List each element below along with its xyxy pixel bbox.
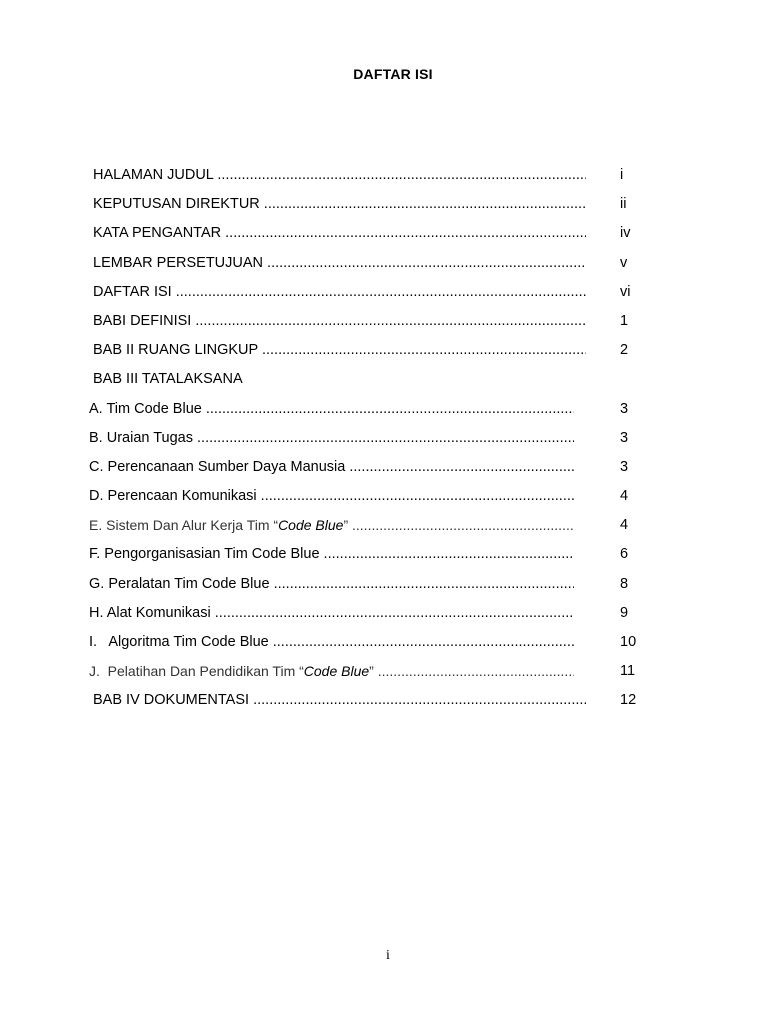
toc-entry-label: DAFTAR ISI ..... — [93, 283, 586, 301]
toc-entry-bab-iii-tatalaksana — [0, 370, 768, 399]
toc-entry-pengorganisasian — [0, 545, 768, 574]
toc-entry-bab-iv-dokumentasi — [0, 691, 768, 720]
toc-entry-label: BAB IV DOKUMENTASI ..... — [93, 691, 586, 709]
toc-entry-label: F. Pengorganisasian Tim Code Blue ..... — [89, 545, 574, 563]
toc-entry-daftar-isi — [0, 283, 768, 312]
toc-entry-label-suffix: ” — [343, 517, 349, 534]
toc-entry-alat-komunikasi — [0, 604, 768, 633]
page-number: i — [386, 948, 390, 963]
table-of-contents — [0, 166, 768, 721]
toc-entry-label: C. Perencanaan Sumber Daya Manusia ..... — [89, 458, 574, 476]
toc-entry-label: D. Perencaan Komunikasi ..... — [89, 487, 574, 505]
toc-entry-page: 8 — [620, 575, 629, 592]
toc-entry-page: 6 — [620, 546, 629, 563]
toc-entry-page: ii — [620, 196, 627, 213]
toc-entry-label: H. Alat Komunikasi ..... — [89, 604, 574, 622]
toc-entry-page: 3 — [620, 458, 629, 475]
page-title: DAFTAR ISI — [353, 66, 433, 82]
toc-entry-label: A. Tim Code Blue ..... — [89, 400, 574, 418]
toc-entry-label: HALAMAN JUDUL ..... — [93, 166, 586, 184]
toc-entry-page: 3 — [620, 400, 629, 417]
toc-entry-page: iv — [620, 225, 631, 242]
toc-entry-page: 11 — [620, 663, 636, 680]
toc-entry-label-suffix: ” — [369, 663, 374, 680]
toc-entry-halaman-judul — [0, 166, 768, 195]
toc-entry-label — [89, 516, 574, 534]
toc-entry-label: I. Algoritma Tim Code Blue ..... — [89, 633, 574, 651]
toc-entry-perencaan-komunikasi — [0, 487, 768, 516]
toc-entry-peralatan — [0, 575, 768, 604]
toc-entry-uraian-tugas — [0, 429, 768, 458]
toc-entry-page: 3 — [620, 429, 629, 446]
toc-entry-page: v — [620, 254, 628, 271]
toc-entry-label: KEPUTUSAN DIREKTUR ..... — [93, 195, 586, 213]
toc-entry-page: 2 — [620, 342, 629, 359]
toc-entry-algoritma — [0, 633, 768, 662]
toc-entry-page: 4 — [620, 517, 629, 534]
toc-entry-bab-i-definisi — [0, 312, 768, 341]
toc-entry-page: vi — [620, 283, 631, 300]
toc-entry-page: 12 — [620, 692, 637, 709]
toc-entry-tim-code-blue — [0, 400, 768, 429]
toc-entry-label: G. Peralatan Tim Code Blue ..... — [89, 575, 574, 593]
toc-entry-kata-pengantar — [0, 224, 768, 253]
toc-entry-bab-ii-ruang-lingkup — [0, 341, 768, 370]
toc-entry-page: 1 — [620, 312, 629, 329]
toc-entry-page: 4 — [620, 488, 629, 505]
toc-entry-label: B. Uraian Tugas ..... — [89, 429, 574, 447]
toc-entry-label: LEMBAR PERSETUJUAN ..... — [93, 254, 586, 272]
toc-entry-pelatihan-pendidikan — [0, 662, 768, 691]
toc-entry-label — [89, 662, 574, 680]
toc-entry-label-prefix: J. Pelatihan Dan Pendidikan Tim “ — [89, 663, 304, 680]
toc-entry-perencanaan-sdm — [0, 458, 768, 487]
toc-entry-page: 9 — [620, 604, 629, 621]
toc-entry-label-emphasis: Code Blue — [303, 663, 370, 680]
toc-entry-label-prefix: E. Sistem Dan Alur Kerja Tim “ — [89, 517, 279, 534]
toc-entry-label: BABI DEFINISI ..... — [93, 312, 586, 330]
toc-entry-label: BAB II RUANG LINGKUP ..... — [93, 341, 586, 359]
toc-entry-page: 10 — [620, 634, 637, 650]
toc-entry-sistem-alur-kerja — [0, 516, 768, 545]
toc-entry-label: BAB III TATALAKSANA — [93, 371, 243, 388]
toc-entry-label: KATA PENGANTAR ..... — [93, 224, 586, 242]
toc-entry-label-emphasis: Code Blue — [278, 517, 344, 534]
toc-entry-keputusan-direktur — [0, 195, 768, 224]
toc-entry-page: i — [620, 167, 624, 183]
toc-entry-lembar-persetujuan — [0, 254, 768, 283]
